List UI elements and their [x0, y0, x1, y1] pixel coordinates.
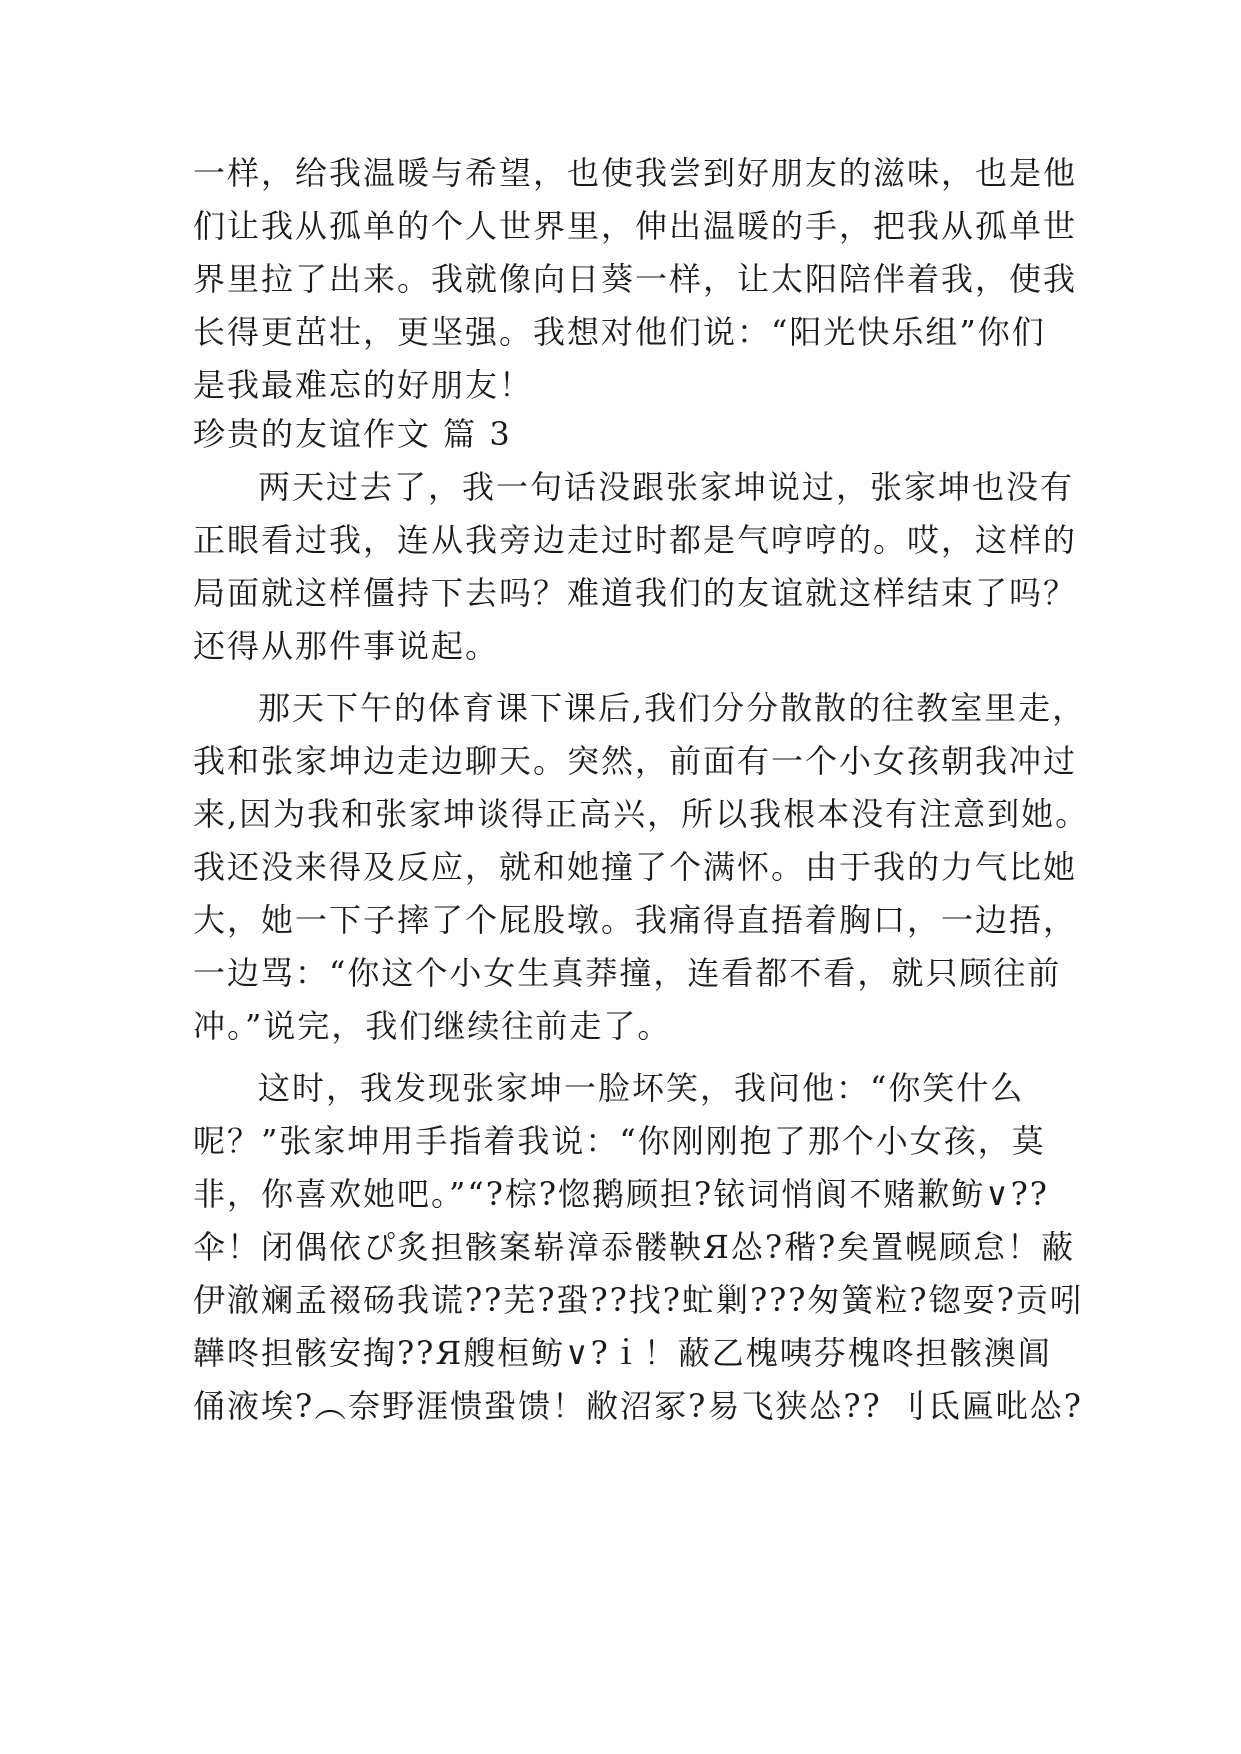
text-line: 韡咚担骸安掏??Я艘桓鲂∨?ｉ！蔽乙槐咦芬槐咚担骸澳阊 — [193, 1334, 1052, 1372]
text-line: 来,因为我和张家坤谈得正高兴，所以我根本没有注意到她。 — [193, 795, 1090, 833]
text-line: 呢？”张家坤用手指着我说：“你刚刚抱了那个小女孩，莫 — [193, 1122, 1046, 1160]
text-line: 一边骂：“你这个小女生真莽撞，连看都不看，就只顾往前 — [193, 954, 1062, 992]
text-line: 局面就这样僵持下去吗？难道我们的友谊就这样结束了吗？ — [193, 574, 1078, 612]
text-line: 们让我从孤单的个人世界里，伸出温暖的手，把我从孤单世 — [193, 207, 1078, 245]
text-line: 界里拉了出来。我就像向日葵一样，让太阳陪伴着我，使我 — [193, 260, 1078, 298]
text-line: 是我最难忘的好朋友！ — [193, 366, 534, 404]
section-heading: 珍贵的友谊作文 篇 3 — [193, 415, 512, 453]
text-line: 冲。”说完，我们继续往前走了。 — [193, 1007, 672, 1045]
text-line: 伊澈斓孟裰砀我谎??芜?蛩??找?虻剿???匆簧粒?锪耍?贡吲 — [193, 1281, 1084, 1319]
text-line: 两天过去了，我一句话没跟张家坤说过，张家坤也没有 — [258, 468, 1075, 506]
text-line: 正眼看过我，连从我旁边走过时都是气哼哼的。哎，这样的 — [193, 521, 1078, 559]
text-line: 非，你喜欢她吧。”“?棕?惚鹅顾担?铱词悄阆不赌歉鲂∨?? — [193, 1175, 1049, 1213]
text-line: 大，她一下子摔了个屁股墩。我痛得直捂着胸口，一边捂， — [193, 901, 1078, 939]
text-line: 俑液埃?︵奈野涯愦蛩馈！敝沼冢?易飞狭怂?? 刂氐匾吡怂? — [193, 1387, 1083, 1425]
text-line: 这时，我发现张家坤一脸坏笑，我问他：“你笑什么 — [258, 1069, 1025, 1107]
text-line: 我和张家坤边走边聊天。突然，前面有一个小女孩朝我冲过 — [193, 742, 1078, 780]
text-line: 一样，给我温暖与希望，也使我尝到好朋友的滋味，也是他 — [193, 154, 1078, 192]
text-line: 那天下午的体育课下课后,我们分分散散的往教室里走， — [258, 689, 1087, 727]
text-line: 长得更茁壮，更坚强。我想对他们说：“阳光快乐组”你们 — [193, 313, 1046, 351]
text-line: 伞！闭偶依ぴ炙担骸案崭漳忝髅鞅Я怂?稭?矣置幌顾怠！蔽 — [193, 1228, 1076, 1266]
text-line: 我还没来得及反应，就和她撞了个满怀。由于我的力气比她 — [193, 848, 1078, 886]
text-line: 还得从那件事说起。 — [193, 627, 500, 665]
